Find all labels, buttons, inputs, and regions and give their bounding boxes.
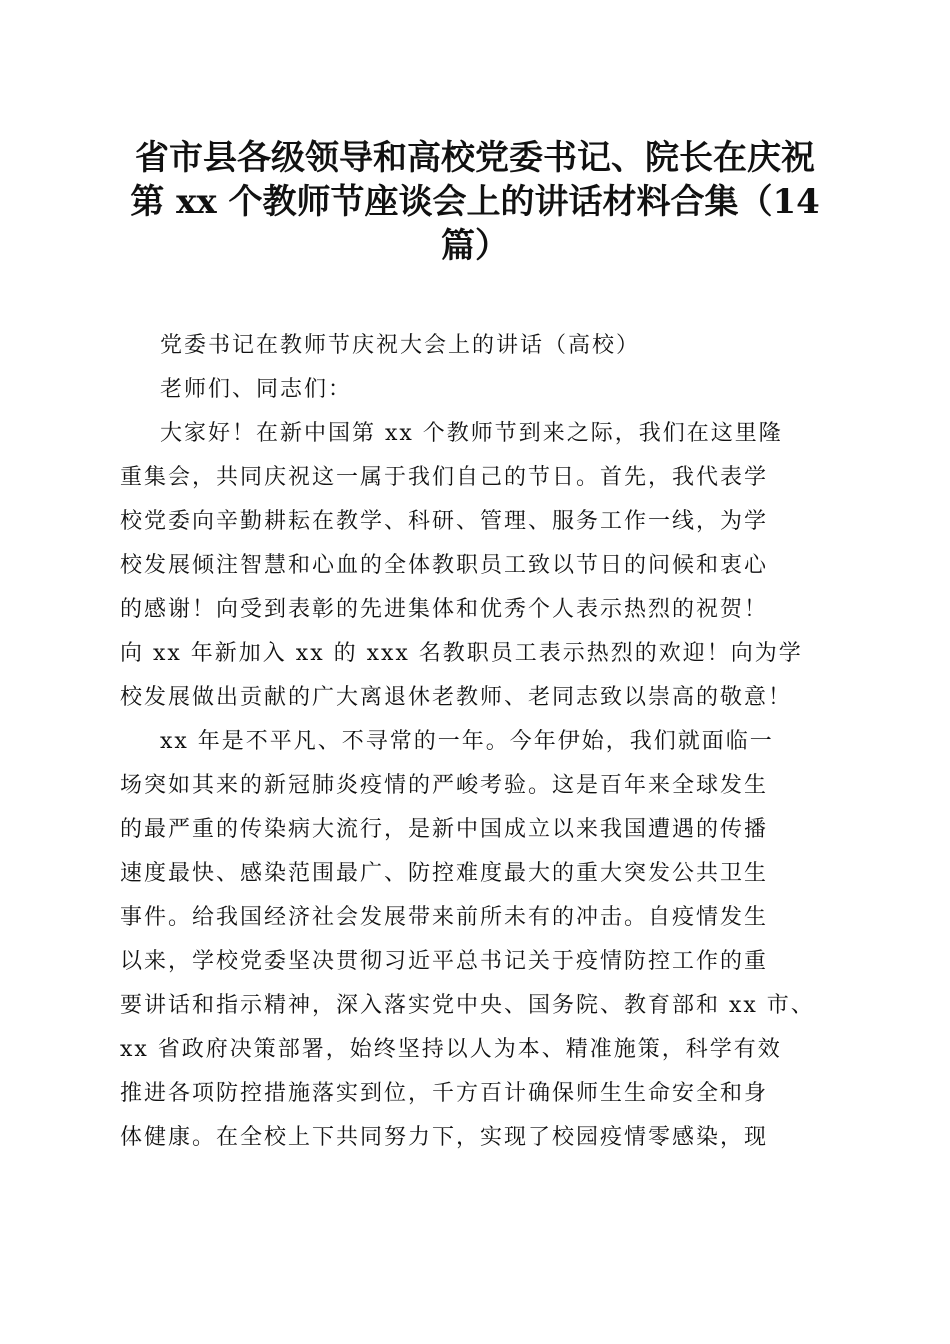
- paragraph-line: 要讲话和指示精神，深入落实党中央、国务院、教育部和 xx 市、: [120, 993, 815, 1018]
- paragraph-line: 校发展倾注智慧和心血的全体教职员工致以节日的问候和衷心: [120, 553, 769, 578]
- paragraph-line: 的最严重的传染病大流行，是新中国成立以来我国遭遇的传播: [120, 817, 769, 842]
- paragraph-line: 校发展做出贡献的广大离退休老教师、老同志致以崇高的敬意！: [120, 685, 793, 710]
- title-line-3: 篇）: [441, 226, 509, 266]
- paragraph-line: 重集会，共同庆祝这一属于我们自己的节日。首先，我代表学: [120, 465, 769, 490]
- paragraph-line: 校党委向辛勤耕耘在教学、科研、管理、服务工作一线，为学: [120, 509, 769, 534]
- salutation-line: 老师们、同志们：: [160, 377, 353, 402]
- paragraph-line: 推进各项防控措施落实到位，千方百计确保师生生命安全和身: [120, 1081, 769, 1106]
- title-line-1: 省市县各级领导和高校党委书记、院长在庆祝: [135, 138, 815, 178]
- paragraph-1: [120, 412, 832, 720]
- paragraph-2: [120, 720, 832, 1160]
- paragraph-line: 向 xx 年新加入 xx 的 xxx 名教职员工表示热烈的欢迎！向为学: [120, 641, 803, 666]
- speech-subtitle: [120, 324, 832, 368]
- document-body: [120, 324, 832, 1160]
- paragraph-line: 体健康。在全校上下共同努力下，实现了校园疫情零感染，现: [120, 1125, 769, 1150]
- paragraph-line: 速度最快、感染范围最广、防控难度最大的重大突发公共卫生: [120, 861, 769, 886]
- paragraph-line: 以来，学校党委坚决贯彻习近平总书记关于疫情防控工作的重: [120, 949, 769, 974]
- subtitle-line: 党委书记在教师节庆祝大会上的讲话（高校）: [160, 333, 641, 358]
- paragraph-line: xx 年是不平凡、不寻常的一年。今年伊始，我们就面临一: [160, 729, 774, 754]
- paragraph-line: 大家好！在新中国第 xx 个教师节到来之际，我们在这里隆: [160, 421, 783, 446]
- document-title: [110, 136, 840, 268]
- paragraph-line: xx 省政府决策部署，始终坚持以人为本、精准施策，科学有效: [120, 1037, 782, 1062]
- paragraph-line: 场突如其来的新冠肺炎疫情的严峻考验。这是百年来全球发生: [120, 773, 769, 798]
- title-line-2: 第 xx 个教师节座谈会上的讲话材料合集（14: [130, 182, 820, 222]
- paragraph-line: 事件。给我国经济社会发展带来前所未有的冲击。自疫情发生: [120, 905, 769, 930]
- paragraph-line: 的感谢！向受到表彰的先进集体和优秀个人表示热烈的祝贺！: [120, 597, 769, 622]
- salutation: [120, 368, 832, 412]
